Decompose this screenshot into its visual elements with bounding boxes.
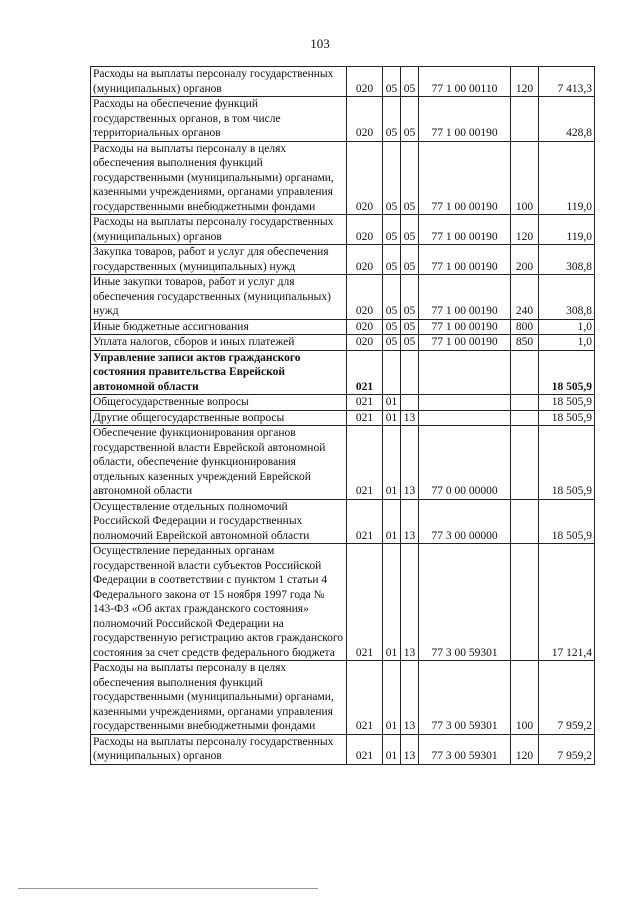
cell-section-code: 01: [383, 410, 401, 426]
cell-amount: 428,8: [539, 97, 595, 142]
cell-department-code: 020: [347, 67, 383, 97]
cell-section-code: 01: [383, 734, 401, 764]
cell-section-code: 05: [383, 141, 401, 215]
table-row: [91, 335, 595, 351]
budget-table: [90, 66, 595, 765]
cell-expense-type: 100: [511, 661, 539, 735]
cell-target-article: 77 1 00 00190: [419, 245, 511, 275]
table-row: [91, 350, 595, 395]
cell-subsection-code: 05: [401, 275, 419, 320]
cell-description: Другие общегосударственные вопросы: [91, 410, 347, 426]
cell-subsection-code: 13: [401, 544, 419, 661]
cell-section-code: 01: [383, 661, 401, 735]
cell-target-article: 77 3 00 00000: [419, 499, 511, 544]
cell-section-code: [383, 350, 401, 395]
cell-section-code: 01: [383, 499, 401, 544]
cell-department-code: 020: [347, 97, 383, 142]
cell-section-code: 05: [383, 319, 401, 335]
cell-target-article: 77 1 00 00110: [419, 67, 511, 97]
cell-target-article: 77 1 00 00190: [419, 319, 511, 335]
cell-expense-type: [511, 410, 539, 426]
cell-amount: 18 505,9: [539, 499, 595, 544]
cell-amount: 119,0: [539, 215, 595, 245]
cell-description: Расходы на выплаты персоналу государственных (муниципальных) органов: [91, 215, 347, 245]
cell-expense-type: [511, 544, 539, 661]
cell-department-code: 020: [347, 245, 383, 275]
cell-subsection-code: 13: [401, 426, 419, 500]
cell-amount: 1,0: [539, 335, 595, 351]
cell-amount: 7 959,2: [539, 734, 595, 764]
table-row: [91, 499, 595, 544]
cell-department-code: 021: [347, 734, 383, 764]
cell-expense-type: [511, 426, 539, 500]
cell-subsection-code: 13: [401, 499, 419, 544]
cell-expense-type: 120: [511, 734, 539, 764]
cell-section-code: 05: [383, 97, 401, 142]
cell-amount: 18 505,9: [539, 410, 595, 426]
table-row: [91, 410, 595, 426]
cell-description: Управление записи актов гражданского состояния правительства Еврейской автономной области: [91, 350, 347, 395]
page-number: 103: [310, 36, 330, 51]
cell-section-code: 05: [383, 245, 401, 275]
table-row: [91, 544, 595, 661]
cell-subsection-code: 05: [401, 319, 419, 335]
cell-subsection-code: [401, 395, 419, 411]
cell-description: Иные закупки товаров, работ и услуг для обеспечения государственных (муниципальных) нужд: [91, 275, 347, 320]
cell-section-code: 01: [383, 426, 401, 500]
cell-amount: 7 413,3: [539, 67, 595, 97]
cell-description: Общегосударственные вопросы: [91, 395, 347, 411]
cell-target-article: [419, 350, 511, 395]
cell-department-code: 021: [347, 661, 383, 735]
cell-description: Расходы на обеспечение функций государственных органов, в том числе территориальных органов: [91, 97, 347, 142]
cell-target-article: 77 1 00 00190: [419, 215, 511, 245]
cell-target-article: 77 3 00 59301: [419, 734, 511, 764]
cell-description: Расходы на выплаты персоналу государственных (муниципальных) органов: [91, 734, 347, 764]
cell-target-article: 77 1 00 00190: [419, 335, 511, 351]
table-row: [91, 67, 595, 97]
cell-target-article: 77 3 00 59301: [419, 544, 511, 661]
cell-department-code: 021: [347, 499, 383, 544]
table-body: [91, 67, 595, 765]
cell-expense-type: [511, 499, 539, 544]
cell-expense-type: 240: [511, 275, 539, 320]
cell-section-code: 05: [383, 335, 401, 351]
cell-subsection-code: 05: [401, 141, 419, 215]
footer-divider: [18, 888, 318, 889]
table-row: [91, 245, 595, 275]
cell-amount: 1,0: [539, 319, 595, 335]
cell-amount: 17 121,4: [539, 544, 595, 661]
cell-description: Расходы на выплаты персоналу в целях обеспечения выполнения функций государственными (муниципальными) органами, казенными учреждениями, органами управления государственными внебюджетными фондами: [91, 141, 347, 215]
cell-amount: 18 505,9: [539, 426, 595, 500]
cell-section-code: 01: [383, 395, 401, 411]
cell-description: Иные бюджетные ассигнования: [91, 319, 347, 335]
cell-target-article: 77 1 00 00190: [419, 275, 511, 320]
cell-target-article: [419, 410, 511, 426]
cell-expense-type: 850: [511, 335, 539, 351]
table-row: [91, 141, 595, 215]
cell-department-code: 021: [347, 544, 383, 661]
cell-subsection-code: [401, 350, 419, 395]
cell-target-article: 77 3 00 59301: [419, 661, 511, 735]
cell-department-code: 021: [347, 395, 383, 411]
cell-department-code: 020: [347, 215, 383, 245]
table-row: [91, 426, 595, 500]
table-row: [91, 97, 595, 142]
cell-subsection-code: 05: [401, 245, 419, 275]
cell-subsection-code: 05: [401, 335, 419, 351]
cell-description: Расходы на выплаты персоналу в целях обеспечения выполнения функций государственными (муниципальными) органами, казенными учреждениями, органами управления государственными внебюджетными фондами: [91, 661, 347, 735]
cell-amount: 18 505,9: [539, 350, 595, 395]
cell-amount: 308,8: [539, 245, 595, 275]
cell-expense-type: 200: [511, 245, 539, 275]
cell-section-code: 05: [383, 67, 401, 97]
cell-amount: 119,0: [539, 141, 595, 215]
cell-description: Уплата налогов, сборов и иных платежей: [91, 335, 347, 351]
cell-expense-type: 120: [511, 215, 539, 245]
cell-expense-type: [511, 97, 539, 142]
table-row: [91, 215, 595, 245]
cell-expense-type: 800: [511, 319, 539, 335]
cell-department-code: 021: [347, 350, 383, 395]
cell-description: Обеспечение функционирования органов государственной власти Еврейской автономной области, обеспечение функционирования отдельных казенных учреждений Еврейской автономной области: [91, 426, 347, 500]
cell-expense-type: 100: [511, 141, 539, 215]
cell-section-code: 01: [383, 544, 401, 661]
cell-department-code: 020: [347, 319, 383, 335]
cell-section-code: 05: [383, 275, 401, 320]
cell-department-code: 020: [347, 141, 383, 215]
cell-description: Расходы на выплаты персоналу государственных (муниципальных) органов: [91, 67, 347, 97]
cell-subsection-code: 13: [401, 410, 419, 426]
cell-amount: 18 505,9: [539, 395, 595, 411]
cell-target-article: 77 1 00 00190: [419, 141, 511, 215]
cell-department-code: 021: [347, 410, 383, 426]
cell-description: Закупка товаров, работ и услуг для обеспечения государственных (муниципальных) нужд: [91, 245, 347, 275]
cell-subsection-code: 13: [401, 734, 419, 764]
cell-expense-type: [511, 350, 539, 395]
cell-description: Осуществление отдельных полномочий Российской Федерации и государственных полномочий Еврейской автономной области: [91, 499, 347, 544]
cell-target-article: [419, 395, 511, 411]
cell-department-code: 021: [347, 426, 383, 500]
cell-amount: 308,8: [539, 275, 595, 320]
cell-subsection-code: 13: [401, 661, 419, 735]
table-row: [91, 319, 595, 335]
cell-target-article: 77 0 00 00000: [419, 426, 511, 500]
cell-subsection-code: 05: [401, 97, 419, 142]
cell-expense-type: [511, 395, 539, 411]
cell-department-code: 020: [347, 335, 383, 351]
table-row: [91, 395, 595, 411]
table-row: [91, 734, 595, 764]
cell-target-article: 77 1 00 00190: [419, 97, 511, 142]
cell-amount: 7 959,2: [539, 661, 595, 735]
cell-department-code: 020: [347, 275, 383, 320]
cell-description: Осуществление переданных органам государственной власти субъектов Российской Федерации в соответствии с пунктом 1 статьи 4 Федерального закона от 15 ноября 1997 года № 143-ФЗ «Об актах гражданского состояния» полномочий Российской Федерации на государственную регистрацию актов гражданского состояния за счет средств федерального бюджета: [91, 544, 347, 661]
table-row: [91, 661, 595, 735]
cell-section-code: 05: [383, 215, 401, 245]
cell-expense-type: 120: [511, 67, 539, 97]
table-row: [91, 275, 595, 320]
cell-subsection-code: 05: [401, 67, 419, 97]
cell-subsection-code: 05: [401, 215, 419, 245]
